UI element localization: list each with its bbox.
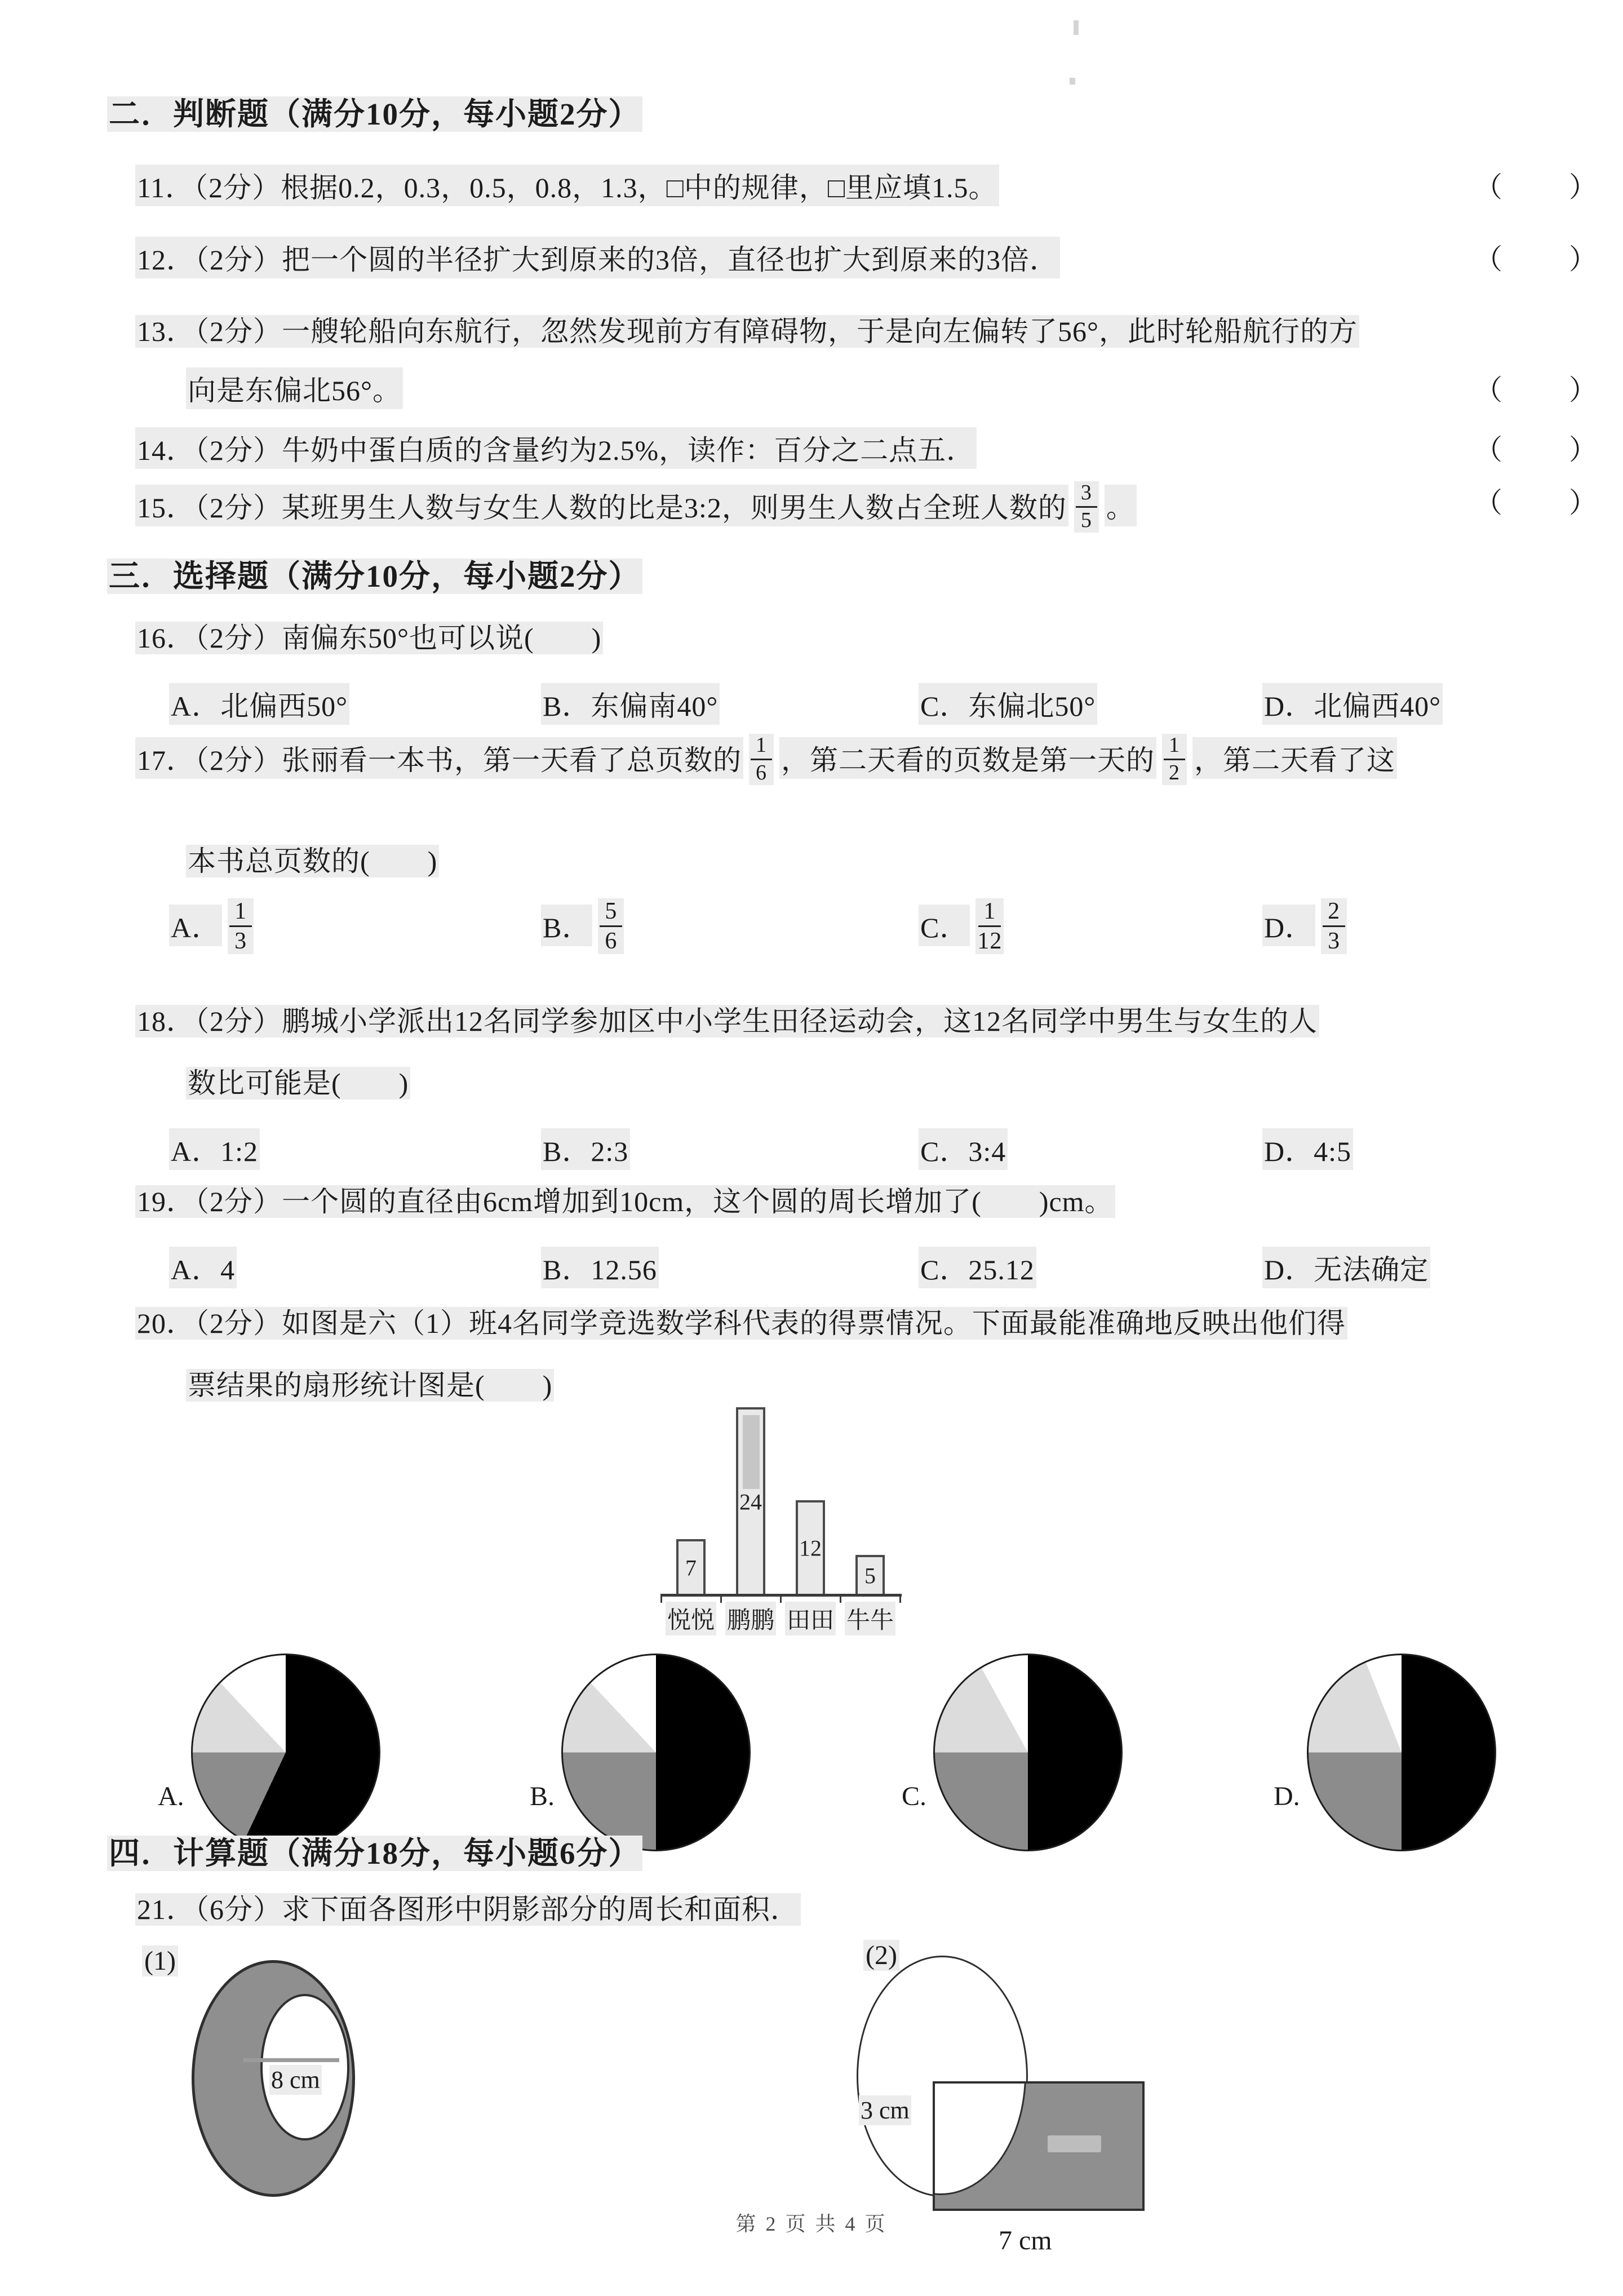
section-choice-title (107, 551, 642, 596)
question-13-line2 (186, 367, 1600, 409)
fraction-numerator: 2 (1323, 899, 1345, 927)
fraction-numerator: 5 (600, 899, 622, 927)
question-13-answer-blank: （ ） (1474, 374, 1600, 406)
figure-2-radius-dimension: 3 cm (859, 2095, 911, 2125)
bar-value-label: 7 (685, 1555, 697, 1580)
fraction-numerator: 3 (1076, 482, 1097, 508)
question-18-text-line2: 数比可能是( ) (186, 1067, 410, 1100)
option-d-label: D． (1262, 905, 1315, 946)
fraction (749, 734, 774, 785)
pie-option-d-group (1274, 1653, 1496, 1851)
question-11-text: 11．（2分）根据0.2，0.3，0.5，0.8，1.3，□中的规律，□里应填1.5。 (135, 165, 999, 206)
figure-2-width-dimension: 7 cm (999, 2226, 1052, 2255)
figure-1-radius-line (243, 2058, 339, 2062)
option-c: C．东偏北50° (919, 683, 1097, 725)
pie-option-a-group (158, 1653, 380, 1851)
question-18-text-line1: 18．（2分）鹏城小学派出12名同学参加区中小学生田径运动会，这12名同学中男生与女生的人 (135, 1005, 1319, 1038)
votes-bar-chart (660, 1398, 903, 1634)
bar-value-label: 5 (864, 1563, 876, 1588)
fraction-denominator: 6 (605, 928, 618, 955)
question-20-line1 (135, 1301, 1347, 1341)
fraction-denominator: 2 (1169, 760, 1180, 784)
pie-option-b-group (530, 1653, 751, 1851)
question-16-options (169, 683, 1600, 725)
fraction-numerator: 1 (229, 899, 252, 927)
fraction-denominator: 6 (756, 760, 767, 784)
fraction-denominator: 3 (1328, 928, 1341, 955)
option-c-label: C． (919, 905, 970, 946)
question-17-text-line2: 本书总页数的( ) (186, 845, 439, 877)
option-c (919, 897, 1262, 953)
pie-option-c-group (902, 1653, 1123, 1851)
option-b: B．东偏南40° (541, 683, 720, 725)
pie-label-D: D. (1274, 1781, 1300, 1811)
section-calc-title (107, 1828, 642, 1873)
option-a: A．4 (169, 1247, 237, 1288)
bar-田田 (796, 1500, 825, 1594)
fraction (228, 898, 254, 954)
figure-1-dimension: 8 cm (269, 2065, 322, 2095)
bar-鹏鹏 (736, 1407, 765, 1594)
option-b-label: B． (541, 905, 592, 946)
figure-2-circle-overlap (933, 2081, 1026, 2195)
question-18-line2 (186, 1061, 410, 1101)
question-11 (135, 165, 1600, 206)
question-15 (135, 480, 1600, 531)
fraction (598, 898, 624, 954)
question-17-part2: ，第二天看的页数是第一天的 (779, 737, 1156, 779)
option-d: D．北偏西40° (1262, 683, 1443, 725)
figure-2-rectangle (933, 2081, 1145, 2211)
question-20-text-line1: 20．（2分）如图是六（1）班4名同学竞选数学科代表的得票情况。下面最能准确地反映出他们得 (135, 1307, 1347, 1340)
question-15-answer-blank: （ ） (1474, 487, 1600, 518)
question-17-part1: 17．（2分）张丽看一本书，第一天看了总页数的 (135, 737, 743, 779)
option-a: A．北偏西50° (169, 683, 349, 725)
question-11-answer-blank: （ ） (1474, 171, 1600, 203)
figure-2-label: (2) (863, 1940, 899, 1971)
question-17-line1 (135, 733, 1397, 784)
option-a-label: A． (169, 905, 222, 946)
question-19 (135, 1179, 1115, 1220)
question-20-line2 (186, 1363, 554, 1403)
section-judge-title-text: 二．判断题（满分10分，每小题2分） (107, 96, 642, 132)
question-17-options (169, 897, 1600, 953)
pie-C (933, 1654, 1123, 1851)
option-d: D．无法确定 (1262, 1247, 1430, 1288)
fraction-denominator: 5 (1080, 508, 1092, 532)
option-c: C．3:4 (919, 1128, 1008, 1170)
question-14-answer-blank: （ ） (1474, 434, 1600, 466)
page-footer: 第 2 页 共 4 页 (735, 2213, 888, 2235)
question-17-part3: ，第二天看了这 (1192, 737, 1397, 779)
bar-牛牛 (855, 1555, 885, 1594)
fraction-numerator: 1 (978, 899, 1001, 927)
question-15-text-tail: 。 (1105, 485, 1137, 526)
fraction (1074, 481, 1099, 533)
fraction-denominator: 3 (234, 928, 247, 955)
question-12-answer-blank: （ ） (1474, 243, 1600, 275)
section-judge-title (107, 89, 642, 134)
option-d: D．4:5 (1262, 1128, 1353, 1170)
option-c: C．25.12 (919, 1247, 1036, 1288)
bar-value-label: 24 (739, 1489, 762, 1514)
question-18-options (169, 1128, 1600, 1170)
question-19-text: 19．（2分）一个圆的直径由6cm增加到10cm，这个圆的周长增加了( )cm。 (135, 1185, 1115, 1218)
option-b (541, 897, 919, 953)
figure-1-label: (1) (142, 1945, 178, 1976)
question-18-line1 (135, 999, 1319, 1039)
bar-category-label: 田田 (785, 1602, 836, 1635)
question-13-line1 (135, 309, 1359, 349)
question-13-text-line1: 13．（2分）一艘轮船向东航行，忽然发现前方有障碍物，于是向左偏转了56°，此时轮船航行的方 (135, 315, 1359, 348)
question-16 (135, 615, 603, 656)
question-12 (135, 237, 1600, 278)
question-16-text: 16．（2分）南偏东50°也可以说( ) (135, 622, 603, 654)
bar-chart-categories (660, 1602, 902, 1632)
question-21-text: 21．（6分）求下面各图形中阴影部分的周长和面积． (135, 1893, 801, 1926)
option-b: B．12.56 (541, 1247, 659, 1288)
scan-artifact (1070, 78, 1075, 85)
question-21 (135, 1887, 801, 1927)
fraction (1162, 734, 1187, 785)
bar-悦悦 (676, 1539, 706, 1594)
pie-A (191, 1654, 380, 1851)
question-14-text: 14．（2分）牛奶中蛋白质的含量约为2.5%，读作：百分之二点五． (135, 427, 977, 469)
fraction-denominator: 12 (977, 928, 1003, 955)
fraction-numerator: 1 (751, 734, 772, 760)
section-choice-title-text: 三．选择题（满分10分，每小题2分） (107, 559, 642, 594)
question-15-text: 15．（2分）某班男生人数与女生人数的比是3:2，则男生人数占全班人数的 (135, 485, 1068, 526)
scan-smudge (743, 1415, 760, 1489)
fraction (1321, 898, 1347, 954)
pie-label-C: C. (902, 1781, 927, 1811)
question-17-line2 (186, 839, 439, 879)
bar-value-label: 12 (799, 1535, 822, 1561)
pie-D (1307, 1654, 1496, 1851)
bar-category-label: 鹏鹏 (725, 1602, 776, 1635)
section-calc-title-text: 四．计算题（满分18分，每小题6分） (107, 1836, 642, 1871)
bar-category-label: 悦悦 (666, 1602, 716, 1635)
question-12-text: 12．（2分）把一个圆的半径扩大到原来的3倍，直径也扩大到原来的3倍． (135, 237, 1060, 278)
pie-label-A: A. (158, 1781, 184, 1811)
scan-smudge (1048, 2135, 1101, 2152)
option-b: B．2:3 (541, 1128, 630, 1170)
question-14 (135, 427, 1600, 469)
pie-B (561, 1654, 751, 1851)
fraction (975, 898, 1004, 954)
scan-artifact (1074, 20, 1079, 35)
question-19-options (169, 1247, 1600, 1288)
question-13-text-line2: 向是东偏北56°。 (186, 367, 403, 409)
pie-label-B: B. (530, 1781, 555, 1811)
option-d (1262, 897, 1600, 953)
question-20-text-line2: 票结果的扇形统计图是( ) (186, 1369, 554, 1402)
bar-category-label: 牛牛 (845, 1602, 895, 1635)
option-a: A．1:2 (169, 1128, 260, 1170)
bar-chart-plot (660, 1398, 902, 1597)
fraction-numerator: 1 (1164, 734, 1185, 760)
option-a (169, 897, 541, 953)
